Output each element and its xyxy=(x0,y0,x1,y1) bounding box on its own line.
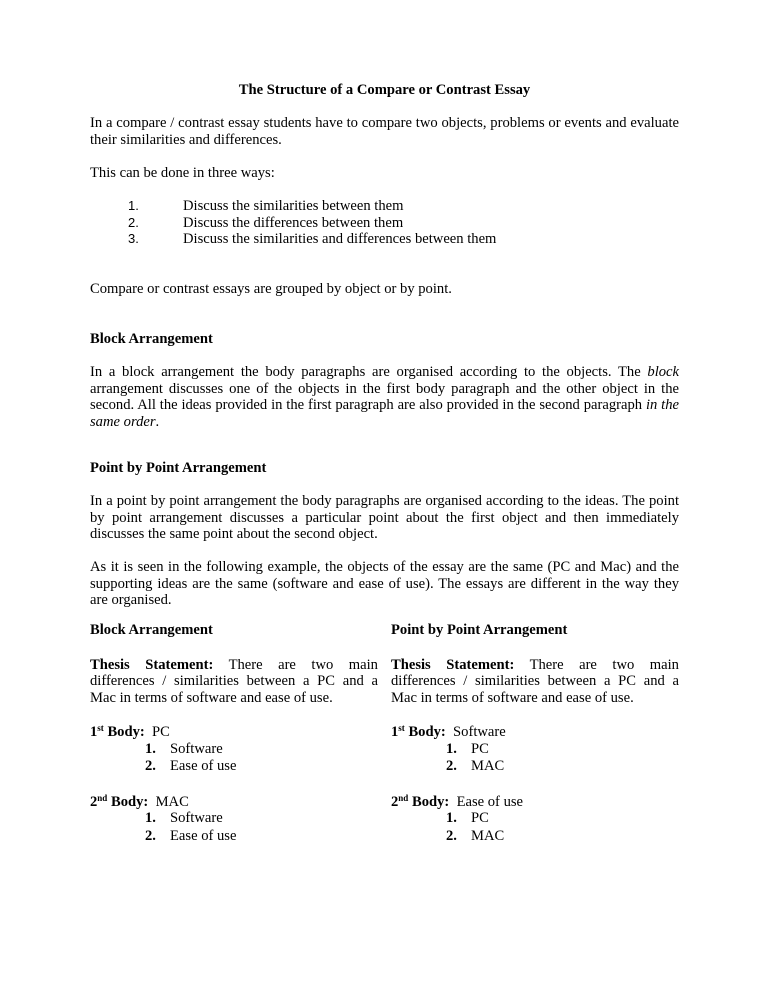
block-section-heading: Block Arrangement xyxy=(90,331,213,347)
body-sub-list xyxy=(391,741,679,776)
point-section-heading: Point by Point Arrangement xyxy=(90,460,267,476)
body-sub-list xyxy=(90,810,378,845)
body-heading: 2nd Body: Ease of use xyxy=(391,792,524,810)
block-section-paragraph xyxy=(90,364,679,430)
thesis-label: Thesis Statement: xyxy=(90,656,214,673)
body-heading: 2nd Body: MAC xyxy=(90,792,189,810)
text-run: arrangement discusses one of the objects in the first body paragraph and the other object in the second. All the ideas provided in the first paragraph are also provided in the second paragraph xyxy=(90,380,679,413)
italic-text: in the same order xyxy=(90,397,679,430)
list-item: 2. MAC xyxy=(446,827,505,844)
list-text: Discuss the similarities and differences between them xyxy=(183,231,497,247)
point-section-paragraph: In a point by point arrangement the body paragraphs are organised according to the ideas. The point by point arrangement discusses a particular point about the first object and then immediately discusses the same point about the second object. xyxy=(90,493,679,542)
ways-list xyxy=(90,198,679,248)
body-heading: 1st Body: Software xyxy=(391,723,506,740)
list-number: 1. xyxy=(128,198,139,213)
list-item: 1. Software xyxy=(145,740,223,757)
list-number: 2. xyxy=(128,214,139,230)
list-item: 1. Software xyxy=(145,810,223,826)
intro-paragraph: In a compare / contrast essay students have to compare two objects, problems or events and evaluate their similarities and differences. xyxy=(90,115,679,148)
list-item: 2. MAC xyxy=(446,758,505,774)
list-item: 2. Ease of use xyxy=(145,827,237,844)
page-title: The Structure of a Compare or Contrast Essay xyxy=(238,82,531,98)
text-run: In a block arrangement the body paragraphs are organised according to the objects. The xyxy=(90,364,648,380)
block-arrangement-column xyxy=(90,622,378,845)
thesis-text: There are two main differences / similarities between a PC and a Mac in terms of software and ease of use. xyxy=(90,656,378,706)
body-block xyxy=(391,794,679,846)
grouping-paragraph: Compare or contrast essays are grouped by object or by point. xyxy=(90,281,452,297)
thesis-statement xyxy=(391,657,679,707)
ways-list-item xyxy=(90,215,679,232)
list-number: 3. xyxy=(128,231,139,246)
column-heading: Block Arrangement xyxy=(90,622,213,638)
list-item: 1. PC xyxy=(446,740,489,757)
italic-text: block xyxy=(647,364,679,380)
text-run: . xyxy=(155,413,160,430)
column-heading: Point by Point Arrangement xyxy=(391,622,568,638)
body-heading: 1st Body: PC xyxy=(90,723,170,740)
body-topic: MAC xyxy=(155,793,189,810)
thesis-text: There are two main differences / similarities between a PC and a Mac in terms of software and ease of use. xyxy=(391,656,679,706)
body-topic: Software xyxy=(453,724,506,740)
list-text: Discuss the similarities between them xyxy=(183,198,404,214)
example-paragraph: As it is seen in the following example, the objects of the essay are the same (PC and Mac) and the supporting ideas are the same (software and ease of use). The essays are different in the way they are organised. xyxy=(90,559,679,608)
list-item: 1. PC xyxy=(446,810,489,826)
body-block xyxy=(391,724,679,776)
body-block xyxy=(90,794,378,846)
thesis-label: Thesis Statement: xyxy=(391,656,515,673)
body-sub-list xyxy=(391,810,679,845)
list-text: Discuss the differences between them xyxy=(183,214,404,231)
list-item: 2. Ease of use xyxy=(145,758,237,774)
ways-list-item xyxy=(90,198,679,215)
point-arrangement-column xyxy=(391,622,679,845)
ways-list-item xyxy=(90,231,679,248)
body-sub-list xyxy=(90,741,378,776)
thesis-statement xyxy=(90,657,378,707)
body-block xyxy=(90,724,378,776)
ways-intro: This can be done in three ways: xyxy=(90,165,275,181)
body-topic: Ease of use xyxy=(456,793,524,810)
body-topic: PC xyxy=(152,724,170,740)
